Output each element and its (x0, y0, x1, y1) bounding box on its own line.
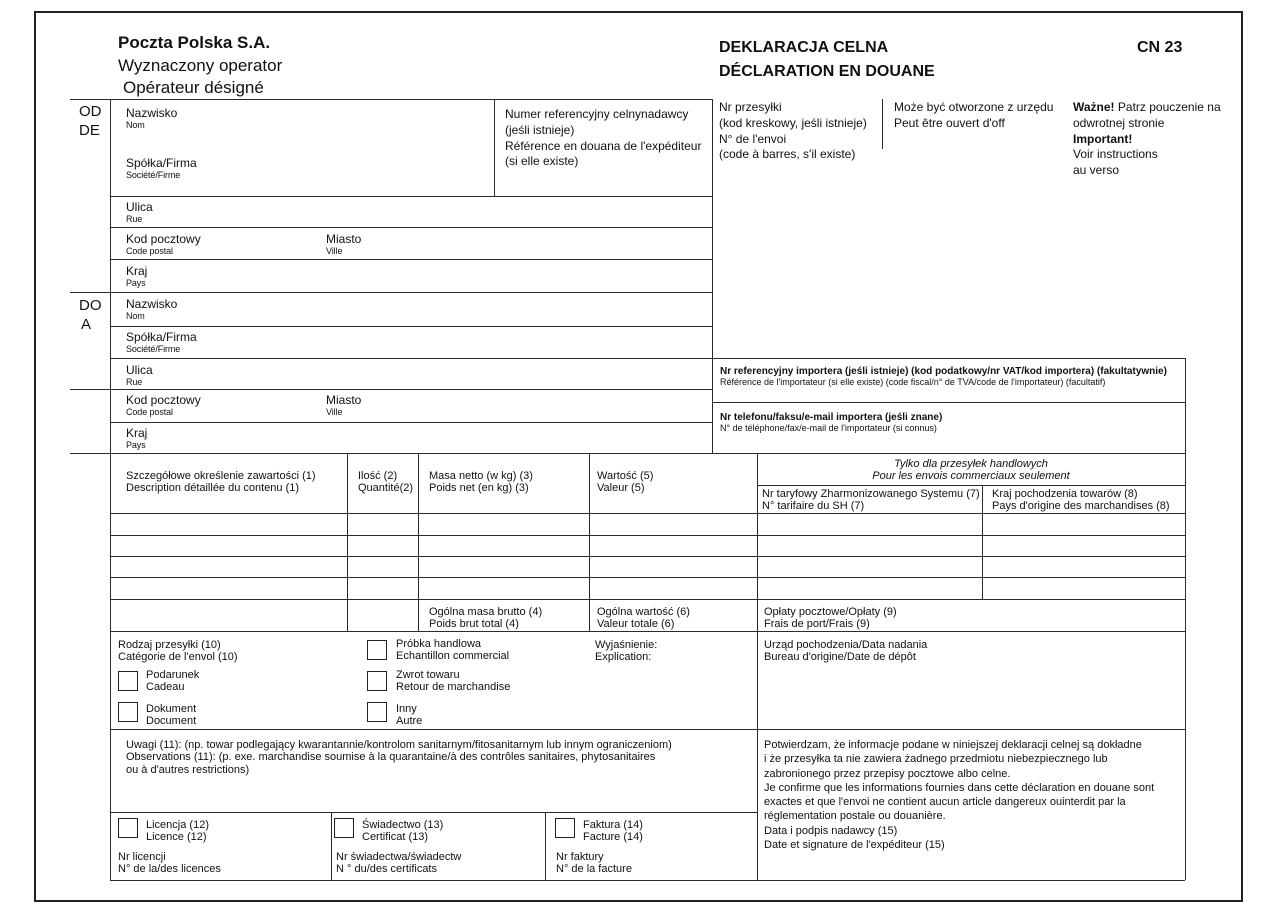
rule (110, 196, 712, 197)
office-of-origin-label: Urząd pochodzenia/Data nadania (764, 639, 928, 651)
col-net-mass (429, 470, 533, 495)
licence-sublabel: Licence (12) (146, 830, 207, 843)
importer-phone-sublabel: N° de téléphone/fax/e-mail de l'importateur (si connus) (720, 423, 937, 434)
col-value (597, 470, 653, 495)
sender-postcode-label: Kod pocztowy (126, 232, 201, 246)
invoice-number-field[interactable] (556, 852, 632, 875)
col-description-label: Szczegółowe określenie zawartości (1) (126, 470, 316, 482)
rule (110, 631, 1185, 632)
shipment-number-line: (kod kreskowy, jeśli istnieje) (719, 115, 867, 130)
recipient-company-label: Spółka/Firma (126, 330, 197, 344)
remarks-line: Uwagi (11): (np. towar podlegający kwarantannie/kontrolom sanitarnym/fitosanitarnym lub innym ograniczeniom) (126, 739, 672, 751)
operator-name: Poczta Polska S.A. (118, 33, 271, 52)
gift-option (146, 670, 199, 693)
importer-phone-label: Nr telefonu/faksu/e-mail importera (jeśli znane) (720, 412, 943, 423)
col-hs-tariff-sublabel: N° tarifaire du SH (7) (762, 500, 865, 513)
rule (1185, 358, 1186, 453)
importer-phone-field[interactable] (720, 412, 942, 433)
important-pl-bold: Ważne! (1073, 100, 1115, 114)
other-option (396, 704, 422, 727)
sender-customs-ref-line: Référence en douana de l'expéditeur (505, 138, 702, 153)
gift-checkbox[interactable] (118, 671, 138, 691)
return-sublabel: Retour de marchandise (396, 680, 511, 693)
important-pl-text: Patrz pouczenie na (1114, 100, 1221, 114)
col-quantity-sublabel: Quantité(2) (358, 482, 414, 495)
signature-sublabel: Date et signature de l'expéditeur (15) (764, 839, 945, 852)
shipment-number-line: Nr przesyłki (719, 100, 782, 114)
recipient-street-label: Ulica (126, 363, 153, 377)
rule (70, 453, 1185, 454)
rule (712, 99, 713, 453)
sample-sublabel: Echantillon commercial (396, 649, 510, 662)
operator-designated-fr: Opérateur désigné (123, 78, 264, 97)
shipment-number-line: (code à barres, s'il existe) (719, 147, 856, 162)
rule (110, 227, 712, 228)
rule (70, 292, 712, 293)
sender-street-sublabel: Rue (126, 214, 143, 225)
rule (110, 599, 1185, 600)
col-description-sublabel: Description détaillée du contenu (1) (126, 482, 300, 495)
office-of-origin-sublabel: Bureau d'origine/Date de dépôt (764, 651, 916, 664)
other-checkbox[interactable] (367, 702, 387, 722)
sender-country-sublabel: Pays (126, 278, 146, 289)
licence-number-label: Nr licencji (118, 851, 166, 863)
invoice-sublabel: Facture (14) (583, 830, 643, 843)
rule (757, 485, 1185, 486)
recipient-city-sublabel: Ville (326, 407, 343, 418)
licence-option (146, 820, 209, 843)
important-line: Voir instructions (1073, 147, 1158, 162)
rule (110, 326, 712, 327)
recipient-company-field[interactable] (126, 331, 197, 355)
sender-street-label: Ulica (126, 200, 153, 214)
sender-name-sublabel: Nom (126, 120, 145, 131)
important-line: odwrotnej stronie (1073, 115, 1165, 130)
openable-notice (894, 100, 1053, 132)
sample-label: Próbka handlowa (396, 638, 482, 650)
gross-weight-sublabel: Poids brut total (4) (429, 618, 519, 631)
rule (110, 729, 1185, 730)
document-label: Dokument (146, 703, 197, 715)
recipient-street-sublabel: Rue (126, 377, 143, 388)
col-hs-tariff (762, 488, 980, 513)
recipient-postcode-field[interactable] (126, 394, 201, 418)
title-fr: DÉCLARATION EN DOUANE (719, 63, 935, 80)
certification-line: exactes et que l'envoi ne contient aucun article dangereux ouinterdit par la (764, 796, 1126, 809)
sender-company-sublabel: Société/Firme (126, 170, 181, 181)
certificate-sublabel: Certificat (13) (362, 830, 429, 843)
invoice-label: Faktura (14) (583, 819, 643, 831)
recipient-marker-fr: A (81, 316, 92, 333)
invoice-checkbox[interactable] (555, 818, 575, 838)
certificate-number-sublabel: N ° du/des certificats (336, 862, 437, 875)
col-value-sublabel: Valeur (5) (597, 482, 645, 495)
sender-country-label: Kraj (126, 264, 148, 278)
sender-marker-fr: DE (79, 122, 100, 139)
certification-block (764, 738, 1154, 852)
rule (494, 99, 495, 196)
recipient-street-field[interactable] (126, 364, 153, 388)
certification-line: Potwierdzam, że informacje podane w niniejszej deklaracji celnej są dokładne (764, 739, 1142, 751)
other-label: Inny (396, 703, 417, 715)
sender-customs-ref-field[interactable] (505, 107, 701, 170)
category-sublabel: Catégorie de l'envol (10) (118, 651, 238, 664)
explanation-sublabel: Explication: (595, 651, 652, 664)
important-notice (1073, 100, 1221, 179)
shipment-number-field[interactable] (719, 100, 867, 163)
rule (331, 812, 332, 880)
certification-line: zabronionego przez przepisy pocztowe albo celne. (764, 767, 1011, 780)
sender-city-label: Miasto (326, 232, 362, 246)
rule (110, 880, 1185, 881)
total-value-sublabel: Valeur totale (6) (597, 618, 675, 631)
col-origin-label: Kraj pochodzenia towarów (8) (992, 488, 1138, 500)
category-heading (118, 639, 238, 664)
sender-country-field[interactable] (126, 265, 147, 289)
certificate-label: Świadectwo (13) (362, 819, 444, 831)
sample-checkbox[interactable] (367, 640, 387, 660)
invoice-option (583, 820, 643, 843)
gift-sublabel: Cadeau (146, 680, 185, 693)
importer-ref-label: Nr referencyjny importera (jeśli istnieje) (kod podatkowy/nr VAT/kod importera) (fakultatywnie) (720, 366, 1167, 377)
recipient-country-sublabel: Pays (126, 440, 146, 451)
recipient-name-field[interactable] (126, 298, 177, 322)
gross-weight-label: Ogólna masa brutto (4) (429, 606, 543, 618)
rule (110, 259, 712, 260)
licence-label: Licencja (12) (146, 819, 209, 831)
invoice-number-sublabel: N° de la facture (556, 862, 632, 875)
recipient-company-sublabel: Société/Firme (126, 344, 181, 355)
rule (110, 812, 757, 813)
return-option (396, 670, 510, 693)
recipient-name-sublabel: Nom (126, 311, 145, 322)
sender-postcode-sublabel: Code postal (126, 246, 173, 257)
signature-label: Data i podpis nadawcy (15) (764, 824, 898, 837)
shipment-number-line: N° de l'envoi (719, 131, 787, 146)
licence-number-sublabel: N° de la/des licences (118, 862, 221, 875)
rule (882, 99, 883, 149)
remarks-line: ou à d'autres restrictions) (126, 763, 250, 776)
explanation-field[interactable] (595, 639, 657, 664)
licence-checkbox[interactable] (118, 818, 138, 838)
remarks-line: Observations (11): (p. exe. marchandise soumise à la quarantaine/à des contrôles sanitaires, phytosanitaires (126, 751, 656, 764)
certificate-number-field[interactable] (336, 852, 461, 875)
total-value-field[interactable] (597, 606, 690, 631)
category-label: Rodzaj przesyłki (10) (118, 639, 221, 651)
openable-line: Może być otworzone z urzędu (894, 100, 1054, 114)
gift-label: Podarunek (146, 669, 200, 681)
openable-line: Peut être ouvert d'off (894, 115, 1005, 130)
document-option (146, 704, 196, 727)
importer-ref-field[interactable] (720, 366, 1167, 387)
col-value-label: Wartość (5) (597, 470, 654, 482)
contents-rows[interactable] (111, 514, 1184, 598)
title-pl: DEKLARACJA CELNA (719, 39, 889, 56)
explanation-label: Wyjaśnienie: (595, 639, 658, 651)
gross-weight-field[interactable] (429, 606, 542, 631)
remarks-field[interactable] (126, 739, 672, 776)
certification-line: Je confirme que les informations fournies dans cette déclaration en douane sont (764, 781, 1155, 794)
document-checkbox[interactable] (118, 702, 138, 722)
certificate-option (362, 820, 443, 843)
certificate-checkbox[interactable] (334, 818, 354, 838)
sender-city-sublabel: Ville (326, 246, 343, 257)
sample-option (396, 639, 509, 662)
postal-fees-field[interactable] (764, 606, 897, 631)
sender-customs-ref-line: (si elle existe) (505, 154, 579, 169)
other-sublabel: Autre (396, 714, 423, 727)
sender-marker-pl: OD (79, 103, 102, 120)
col-origin-sublabel: Pays d'origine des marchandises (8) (992, 500, 1170, 513)
postal-fees-sublabel: Frais de port/Frais (9) (764, 618, 870, 631)
important-line: au verso (1073, 163, 1120, 178)
recipient-country-field[interactable] (126, 427, 147, 451)
invoice-number-label: Nr faktury (556, 851, 604, 863)
rule (70, 99, 712, 100)
form-code: CN 23 (1137, 39, 1183, 56)
sender-customs-ref-line: Numer referencyjny celnynadawcy (505, 107, 689, 121)
importer-ref-sublabel: Référence de l'importateur (si elle existe) (code fiscal/n° de TVA/code de l'importateur) (facultatif) (720, 377, 1106, 388)
operator-designated-pl: Wyznaczony operator (118, 56, 283, 75)
col-quantity (358, 470, 413, 495)
document-sublabel: Document (146, 714, 197, 727)
recipient-marker-pl: DO (79, 297, 102, 314)
return-checkbox[interactable] (367, 671, 387, 691)
recipient-city-field[interactable] (326, 394, 361, 418)
rule (712, 402, 1185, 403)
col-net-mass-sublabel: Poids net (en kg) (3) (429, 482, 529, 495)
sender-name-label: Nazwisko (126, 106, 178, 120)
rule (1185, 453, 1186, 880)
office-of-origin-field[interactable] (764, 639, 927, 664)
sender-name-field[interactable] (126, 107, 177, 131)
recipient-name-label: Nazwisko (126, 297, 178, 311)
rule (70, 389, 712, 390)
recipient-country-label: Kraj (126, 426, 148, 440)
rule (545, 812, 546, 880)
sender-city-field[interactable] (326, 233, 361, 257)
certification-line: réglementation postale ou douanière. (764, 810, 946, 823)
commercial-only-fr: Pour les envois commerciaux seulement (872, 470, 1070, 483)
commercial-only-header (757, 458, 1185, 483)
col-description (126, 470, 316, 495)
rule (110, 422, 712, 423)
recipient-city-label: Miasto (326, 393, 362, 407)
rule (110, 358, 1185, 359)
total-value-label: Ogólna wartość (6) (597, 606, 690, 618)
sender-street-field[interactable] (126, 201, 153, 225)
certification-line: i że przesyłka ta nie zawiera żadnego przedmiotu niebezpiecznego lub (764, 753, 1108, 766)
sender-postcode-field[interactable] (126, 233, 201, 257)
certificate-number-label: Nr świadectwa/świadectw (336, 851, 462, 863)
col-hs-tariff-label: Nr taryfowy Zharmonizowanego Systemu (7) (762, 488, 980, 500)
recipient-postcode-sublabel: Code postal (126, 407, 173, 418)
sender-customs-ref-line: (jeśli istnieje) (505, 122, 575, 137)
important-fr-bold: Important! (1073, 131, 1133, 146)
col-origin (992, 488, 1170, 513)
return-label: Zwrot towaru (396, 669, 460, 681)
sender-company-label: Spółka/Firma (126, 156, 197, 170)
commercial-only-pl: Tylko dla przesyłek handlowych (894, 458, 1048, 470)
licence-number-field[interactable] (118, 852, 221, 875)
rule (110, 99, 111, 453)
recipient-postcode-label: Kod pocztowy (126, 393, 201, 407)
postal-fees-label: Opłaty pocztowe/Opłaty (9) (764, 606, 897, 618)
sender-company-field[interactable] (126, 157, 197, 181)
col-net-mass-label: Masa netto (w kg) (3) (429, 470, 533, 482)
col-quantity-label: Ilość (2) (358, 470, 398, 482)
